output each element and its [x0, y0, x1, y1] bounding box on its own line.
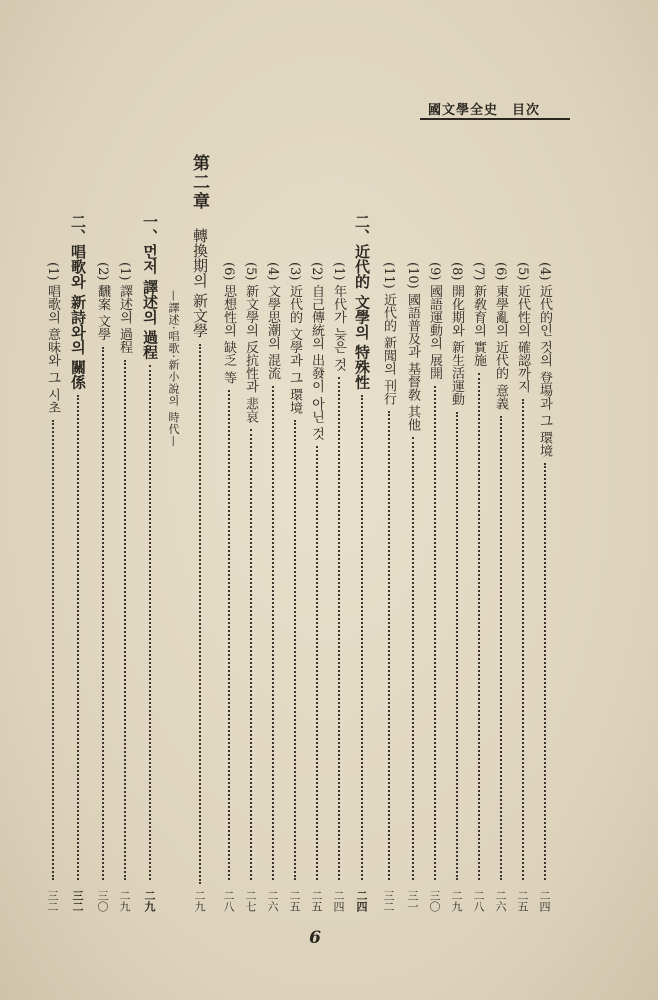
toc-section-heading: [354, 214, 369, 912]
toc-entry-page: 二六: [266, 890, 279, 912]
toc-entry-page: 三〇: [96, 890, 109, 912]
toc-entry: [494, 262, 507, 912]
toc-entry: [428, 262, 441, 912]
toc-entry-page: 三二: [382, 890, 395, 912]
toc-entry-page: 二四: [538, 890, 551, 912]
toc-section-label: 一、먼저 譯述의 過程: [141, 214, 159, 360]
leader-dots: [294, 420, 296, 880]
leader-dots: [478, 373, 480, 880]
toc-section-page: 二九: [143, 890, 156, 912]
toc-entry: [266, 262, 279, 912]
chapter-title-row: [192, 228, 207, 912]
leader-dots: [316, 446, 318, 880]
leader-dots: [338, 377, 340, 880]
toc-section-heading: [70, 214, 85, 912]
toc-entry-label: (7) 新敎育의 實施: [471, 262, 486, 367]
toc-entry: [118, 262, 131, 912]
leader-dots: [544, 463, 546, 880]
leader-dots: [149, 365, 151, 880]
leader-dots: [250, 429, 252, 880]
leader-dots: [522, 399, 524, 880]
page-number: 6: [309, 928, 321, 948]
toc-entry-page: 二四: [332, 890, 345, 912]
leader-dots: [500, 416, 502, 880]
toc-entry-page: 二六: [494, 890, 507, 912]
toc-entry-label: (3) 近代的 文學과 그 環境: [287, 262, 302, 414]
leader-dots: [361, 395, 363, 880]
toc-entry: [450, 262, 463, 912]
header-section-label: 目次: [512, 103, 541, 118]
toc-entry: [310, 262, 323, 912]
toc-entry-label: (1) 年代가 늦은 것: [331, 262, 346, 371]
chapter-subtitle: —譯述·唱歌·新小說의 時代—: [167, 290, 180, 448]
leader-dots: [456, 412, 458, 880]
toc-section-page: 三二: [71, 890, 84, 912]
toc-entry: [332, 262, 345, 912]
leader-dots: [52, 420, 54, 880]
chapter-label: 第二章: [189, 154, 209, 211]
leader-dots: [77, 395, 79, 880]
toc-entry-page: 三二: [46, 890, 59, 912]
toc-entry-page: 二五: [516, 890, 529, 912]
toc-entry-label: (4) 文學思潮의 混流: [265, 262, 280, 380]
toc-entry-page: 三一: [406, 890, 419, 912]
toc-entry: [96, 262, 109, 912]
toc-section-page: 二四: [355, 890, 368, 912]
toc-entry-label: (2) 飜案 文學: [95, 262, 110, 341]
toc-entry: [406, 262, 419, 912]
toc-entry-label: (1) 譯述의 過程: [117, 262, 132, 354]
toc-section-heading: [142, 214, 157, 912]
leader-dots: [124, 360, 126, 880]
toc-entry-label: (9) 國語運動의 展開: [427, 262, 442, 380]
toc-entry-page: 二九: [450, 890, 463, 912]
toc-entry-page: 二五: [288, 890, 301, 912]
running-header: [428, 92, 568, 118]
leader-dots: [434, 386, 436, 880]
toc-entry-label: (6) 東學亂의 近代的 意義: [493, 262, 508, 410]
toc-entry-page: 二九: [118, 890, 131, 912]
toc-entry: [472, 262, 485, 912]
toc-entry: [288, 262, 301, 912]
toc-entry-label: (8) 開化期와 新生活運動: [449, 262, 464, 406]
toc-entry-label: (5) 近代性의 確認까지: [515, 262, 530, 393]
toc-entry: [516, 262, 529, 912]
toc-entry-label: (11) 近代的 新聞의 刊行: [381, 262, 396, 406]
header-book-title: 國文學全史: [428, 103, 499, 118]
toc-entry-label: (6) 思想性의 缺乏 等: [221, 262, 236, 384]
toc-section-label: 二、近代的 文學의 特殊性: [353, 214, 371, 390]
chapter-title: 轉換期의 新文學: [191, 228, 209, 338]
toc-entry: [222, 262, 235, 912]
toc-entry-page: 三〇: [428, 890, 441, 912]
toc-entry: [538, 262, 551, 912]
toc-entry-page: 二八: [222, 890, 235, 912]
leader-dots: [272, 386, 274, 880]
toc-entry-label: (2) 自己傳統의 出發이 아닌 것: [309, 262, 324, 440]
toc-entry-page: 二八: [472, 890, 485, 912]
header-rule: [420, 118, 570, 120]
toc-entry-page: 二七: [244, 890, 257, 912]
toc-entry: [244, 262, 257, 912]
chapter-page: 二九: [193, 890, 206, 912]
toc-entry-page: 二五: [310, 890, 323, 912]
toc-entry-label: (5) 新文學의 反抗性과 悲哀: [243, 262, 258, 423]
toc-entry: [46, 262, 59, 912]
leader-dots: [199, 344, 201, 884]
leader-dots: [412, 437, 414, 880]
toc-entry: [382, 262, 395, 912]
toc-entry-label: (10) 國語普及과 基督敎 其他: [405, 262, 420, 432]
toc-entry-label: (1) 唱歌의 意味와 그 시초: [45, 262, 60, 414]
leader-dots: [388, 411, 390, 880]
toc-section-label: 二、唱歌와 新詩와의 關係: [69, 214, 87, 390]
leader-dots: [102, 347, 104, 880]
leader-dots: [228, 390, 230, 880]
toc-entry-label: (4) 近代的인 것의 登場과 그 環境: [537, 262, 552, 458]
